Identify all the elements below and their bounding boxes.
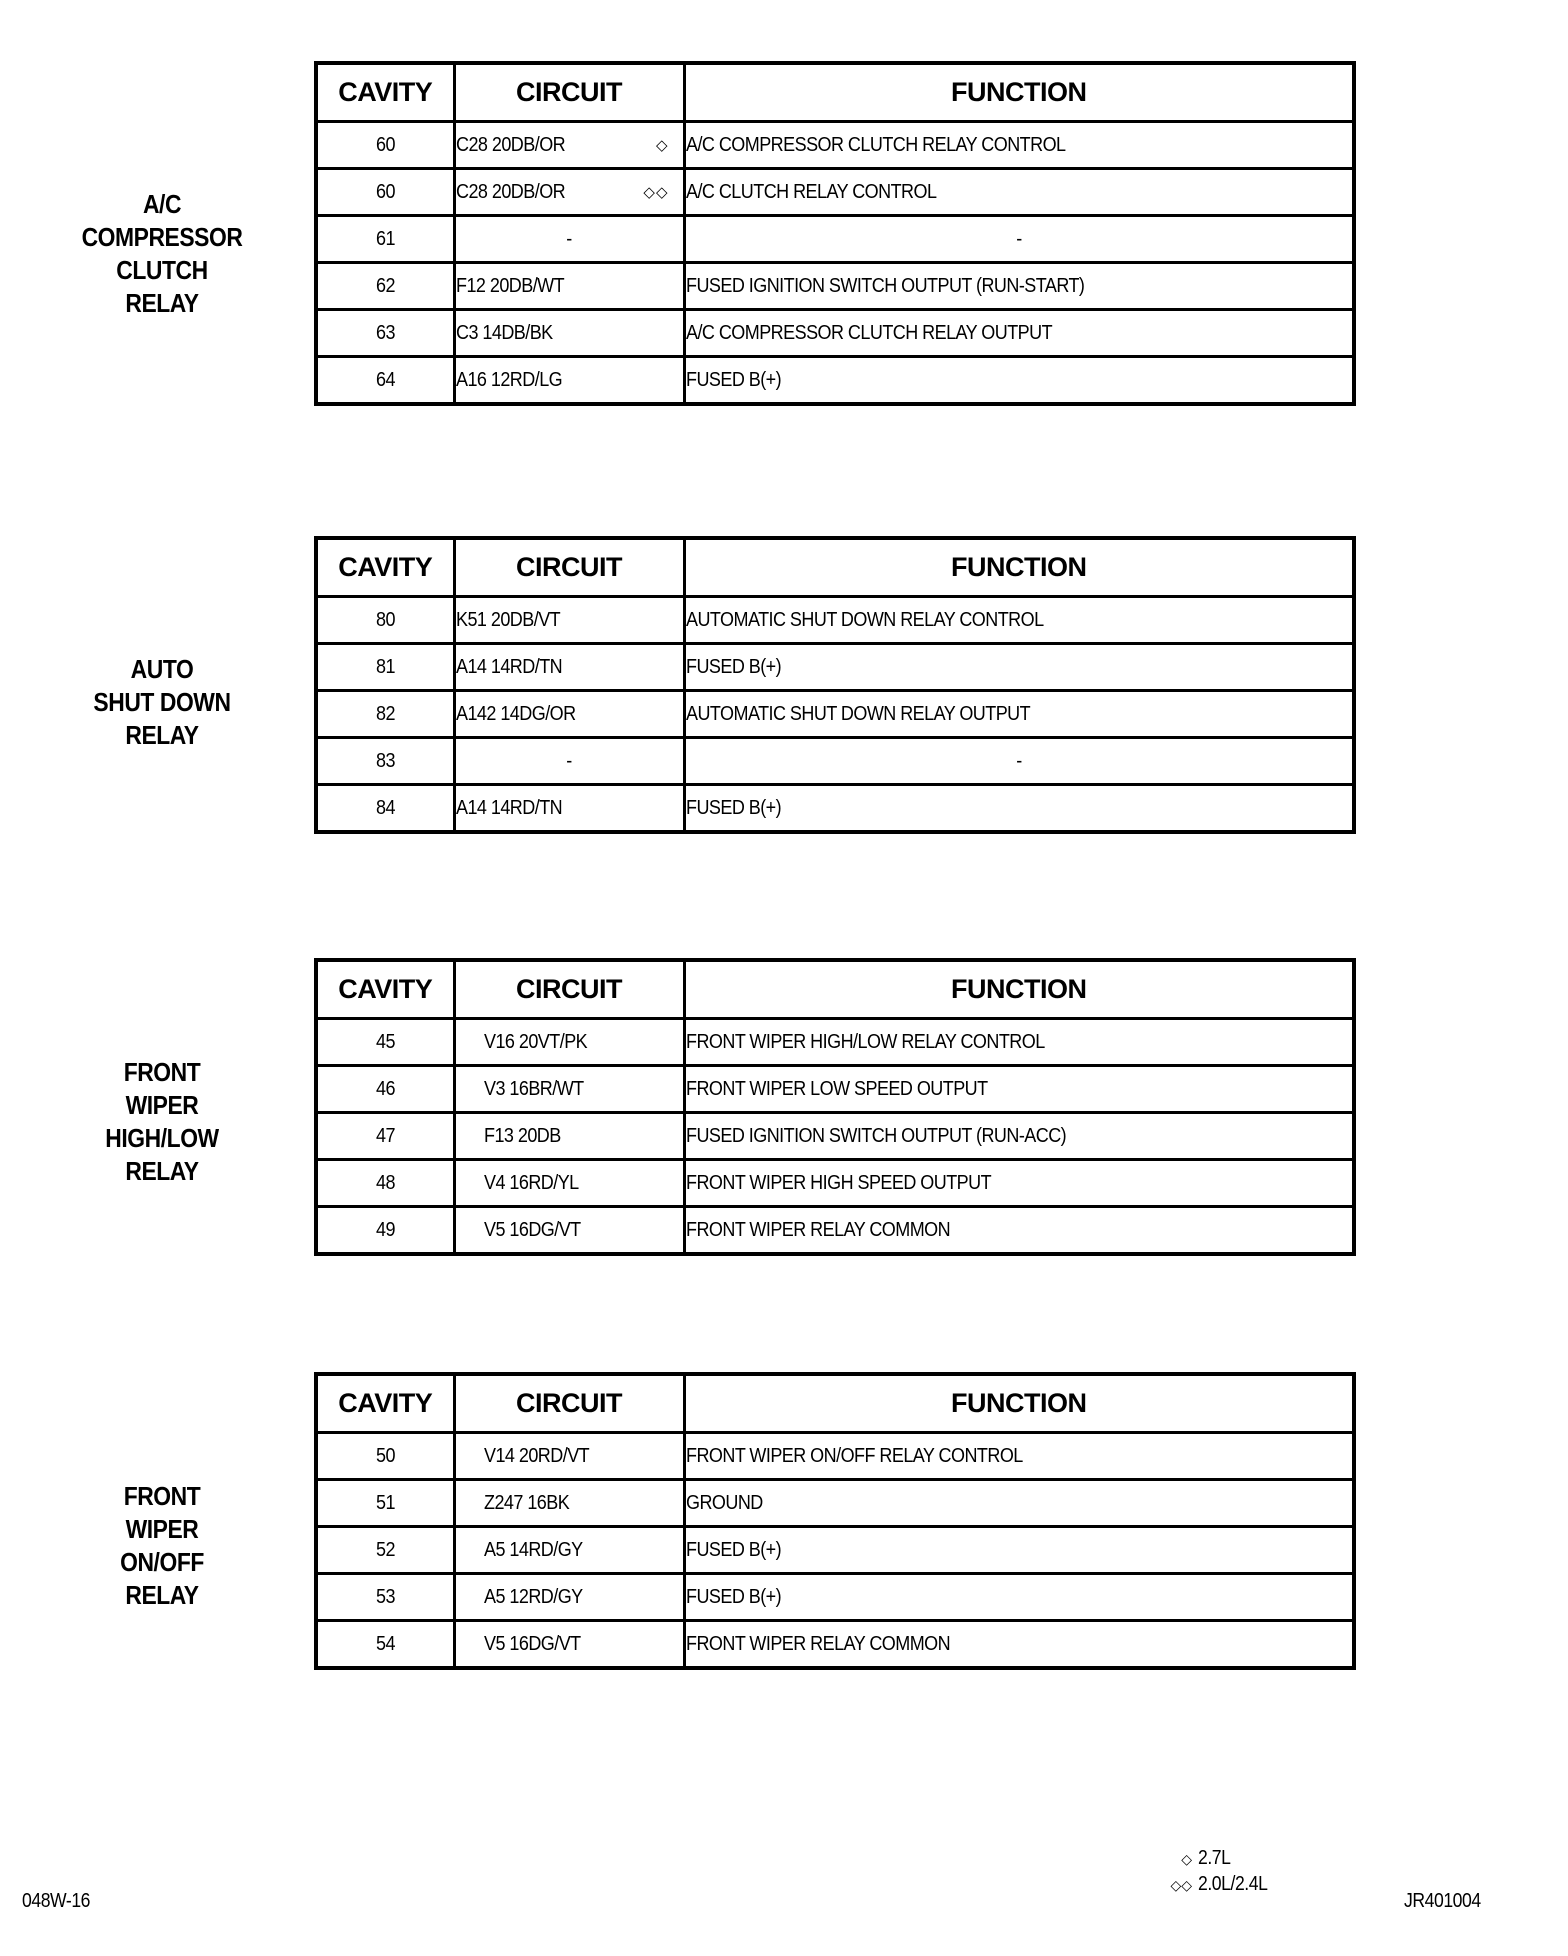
double-diamond-icon: ◇◇	[1170, 1877, 1192, 1893]
cavity-value: 50	[375, 1444, 395, 1467]
circuit-cell	[454, 1066, 684, 1113]
cavity-value: 46	[375, 1077, 395, 1100]
function-cell	[684, 597, 1354, 644]
engine-marker-icon: ◇◇	[643, 184, 669, 201]
table-row	[316, 1207, 1354, 1255]
circuit-cell	[454, 216, 684, 263]
function-value: -	[1016, 749, 1022, 772]
cavity-cell	[316, 122, 454, 169]
cavity-cell	[316, 1113, 454, 1160]
circuit-cell	[454, 1621, 684, 1669]
table-row	[316, 1433, 1354, 1480]
circuit-value: A5 14RD/GY	[483, 1538, 583, 1561]
cavity-cell	[316, 1621, 454, 1669]
circuit-cell	[454, 1207, 684, 1255]
function-cell	[684, 1066, 1354, 1113]
circuit-value: V14 20RD/VT	[483, 1444, 589, 1467]
cavity-value: 51	[375, 1491, 395, 1514]
header-circuit: CIRCUIT	[454, 63, 684, 122]
function-value: FRONT WIPER RELAY COMMON	[685, 1218, 950, 1241]
table-row	[316, 785, 1354, 833]
legend-text: 2.7L	[1198, 1847, 1231, 1869]
cavity-cell	[316, 644, 454, 691]
header-circuit: CIRCUIT	[454, 1374, 684, 1433]
function-cell	[684, 1527, 1354, 1574]
relay-label-line: COMPRESSOR	[81, 222, 243, 252]
legend-row	[1156, 1846, 1277, 1872]
function-cell	[684, 785, 1354, 833]
relay-label-front-wiper-on-off	[56, 1480, 267, 1612]
table-row	[316, 597, 1354, 644]
table-header-row	[316, 63, 1354, 122]
function-value: FRONT WIPER HIGH/LOW RELAY CONTROL	[685, 1030, 1045, 1053]
circuit-cell	[454, 738, 684, 785]
table-row	[316, 169, 1354, 216]
function-cell	[684, 738, 1354, 785]
function-cell	[684, 1207, 1354, 1255]
circuit-value: V5 16DG/VT	[483, 1218, 581, 1241]
function-value: FRONT WIPER LOW SPEED OUTPUT	[685, 1077, 988, 1100]
circuit-value: C28 20DB/OR	[455, 133, 565, 156]
relay-label-line: RELAY	[125, 1580, 199, 1610]
legend-row	[1156, 1872, 1277, 1898]
circuit-cell	[454, 1433, 684, 1480]
circuit-value: A16 12RD/LG	[455, 368, 562, 391]
cavity-value: 60	[375, 133, 395, 156]
function-cell	[684, 263, 1354, 310]
function-cell	[684, 216, 1354, 263]
circuit-value: -	[566, 227, 572, 250]
circuit-value: A142 14DG/OR	[455, 702, 576, 725]
relay-label-line: WIPER	[125, 1514, 199, 1544]
function-value: -	[1016, 227, 1022, 250]
header-function: FUNCTION	[684, 63, 1354, 122]
table-row	[316, 310, 1354, 357]
cavity-cell	[316, 310, 454, 357]
header-circuit: CIRCUIT	[454, 538, 684, 597]
function-value: AUTOMATIC SHUT DOWN RELAY CONTROL	[685, 608, 1044, 631]
cavity-value: 81	[375, 655, 395, 678]
cavity-cell	[316, 597, 454, 644]
function-cell	[684, 122, 1354, 169]
function-cell	[684, 1574, 1354, 1621]
table-row	[316, 122, 1354, 169]
table-row	[316, 1527, 1354, 1574]
table-row	[316, 1480, 1354, 1527]
cavity-cell	[316, 357, 454, 405]
circuit-value: A14 14RD/TN	[455, 655, 562, 678]
cavity-cell	[316, 1527, 454, 1574]
circuit-value: Z247 16BK	[483, 1491, 569, 1514]
relay-label-line: FRONT	[123, 1481, 201, 1511]
circuit-value: F13 20DB	[483, 1124, 561, 1147]
table-row	[316, 1113, 1354, 1160]
table-header-row	[316, 960, 1354, 1019]
relay-label-line: HIGH/LOW	[105, 1123, 219, 1153]
function-value: FUSED B(+)	[685, 368, 781, 391]
relay-label-line: WIPER	[125, 1090, 199, 1120]
function-cell	[684, 1433, 1354, 1480]
function-value: FUSED IGNITION SWITCH OUTPUT (RUN-ACC)	[685, 1124, 1066, 1147]
function-value: GROUND	[685, 1491, 763, 1514]
cavity-cell	[316, 738, 454, 785]
cavity-value: 63	[375, 321, 395, 344]
diamond-icon: ◇	[1181, 1851, 1192, 1867]
header-cavity: CAVITY	[316, 1374, 454, 1433]
relay-label-line: A/C	[142, 189, 182, 219]
circuit-value: V3 16BR/WT	[483, 1077, 584, 1100]
cavity-value: 45	[375, 1030, 395, 1053]
circuit-cell	[454, 357, 684, 405]
cavity-value: 52	[375, 1538, 395, 1561]
table-row	[316, 644, 1354, 691]
circuit-cell	[454, 1019, 684, 1066]
legend-text: 2.0L/2.4L	[1198, 1873, 1268, 1895]
header-cavity: CAVITY	[316, 538, 454, 597]
relay-label-front-wiper-high-low	[56, 1056, 267, 1188]
cavity-value: 82	[375, 702, 395, 725]
cavity-value: 49	[375, 1218, 395, 1241]
function-cell	[684, 357, 1354, 405]
function-cell	[684, 169, 1354, 216]
circuit-value: C3 14DB/BK	[455, 321, 553, 344]
cavity-value: 64	[375, 368, 395, 391]
cavity-value: 48	[375, 1171, 395, 1194]
function-value: AUTOMATIC SHUT DOWN RELAY OUTPUT	[685, 702, 1030, 725]
cavity-cell	[316, 691, 454, 738]
cavity-cell	[316, 1433, 454, 1480]
cavity-value: 62	[375, 274, 395, 297]
cavity-cell	[316, 1207, 454, 1255]
relay-label-line: RELAY	[125, 288, 199, 318]
circuit-cell	[454, 122, 684, 169]
header-function: FUNCTION	[684, 538, 1354, 597]
cavity-value: 60	[375, 180, 395, 203]
circuit-cell	[454, 310, 684, 357]
cavity-value: 83	[375, 749, 395, 772]
circuit-value: V4 16RD/YL	[483, 1171, 579, 1194]
function-cell	[684, 644, 1354, 691]
function-value: FUSED B(+)	[685, 1585, 781, 1608]
relay-label-line: FRONT	[123, 1057, 201, 1087]
circuit-cell	[454, 597, 684, 644]
function-cell	[684, 310, 1354, 357]
function-cell	[684, 691, 1354, 738]
cavity-value: 53	[375, 1585, 395, 1608]
table-row	[316, 691, 1354, 738]
table-header-row	[316, 1374, 1354, 1433]
header-circuit: CIRCUIT	[454, 960, 684, 1019]
cavity-value: 47	[375, 1124, 395, 1147]
relay-label-line: ON/OFF	[120, 1547, 204, 1577]
circuit-cell	[454, 1480, 684, 1527]
circuit-cell	[454, 169, 684, 216]
cavity-cell	[316, 1066, 454, 1113]
relay-label-line: SHUT DOWN	[93, 687, 231, 717]
engine-legend	[1156, 1846, 1277, 1898]
circuit-value: F12 20DB/WT	[455, 274, 564, 297]
header-function: FUNCTION	[684, 960, 1354, 1019]
function-value: A/C COMPRESSOR CLUTCH RELAY CONTROL	[685, 133, 1066, 156]
table-header-row	[316, 538, 1354, 597]
relay-label-auto-shut-down	[56, 653, 267, 752]
circuit-value: V5 16DG/VT	[483, 1632, 581, 1655]
engine-marker-icon: ◇	[655, 137, 669, 154]
cavity-cell	[316, 216, 454, 263]
cavity-value: 84	[375, 796, 395, 819]
circuit-cell	[454, 1160, 684, 1207]
circuit-cell	[454, 263, 684, 310]
circuit-value: -	[566, 749, 572, 772]
circuit-cell	[454, 691, 684, 738]
cavity-cell	[316, 1019, 454, 1066]
table-row	[316, 1574, 1354, 1621]
table-row	[316, 1160, 1354, 1207]
function-cell	[684, 1019, 1354, 1066]
pin-table-ac-compressor-clutch-relay	[314, 61, 1356, 406]
function-value: FUSED IGNITION SWITCH OUTPUT (RUN-START)	[685, 274, 1084, 297]
function-value: FUSED B(+)	[685, 655, 781, 678]
cavity-cell	[316, 785, 454, 833]
table-row	[316, 1066, 1354, 1113]
relay-label-line: RELAY	[125, 1156, 199, 1186]
cavity-cell	[316, 1574, 454, 1621]
circuit-cell	[454, 785, 684, 833]
circuit-value: A5 12RD/GY	[483, 1585, 583, 1608]
circuit-cell	[454, 1527, 684, 1574]
table-row	[316, 1621, 1354, 1669]
circuit-value: C28 20DB/OR	[455, 180, 565, 203]
relay-label-line: AUTO	[130, 654, 194, 684]
relay-label-line: CLUTCH	[116, 255, 208, 285]
pin-table-front-wiper-high-low-relay	[314, 958, 1356, 1256]
cavity-cell	[316, 1160, 454, 1207]
function-value: FRONT WIPER RELAY COMMON	[685, 1632, 950, 1655]
function-cell	[684, 1160, 1354, 1207]
cavity-value: 61	[375, 227, 395, 250]
cavity-value: 80	[375, 608, 395, 631]
function-cell	[684, 1480, 1354, 1527]
pin-table-auto-shut-down-relay	[314, 536, 1356, 834]
cavity-cell	[316, 1480, 454, 1527]
circuit-cell	[454, 644, 684, 691]
circuit-value: V16 20VT/PK	[483, 1030, 587, 1053]
function-value: FRONT WIPER ON/OFF RELAY CONTROL	[685, 1444, 1023, 1467]
function-value: FRONT WIPER HIGH SPEED OUTPUT	[685, 1171, 991, 1194]
cavity-value: 54	[375, 1632, 395, 1655]
function-cell	[684, 1113, 1354, 1160]
footer-figure-code: 048W-16	[22, 1890, 91, 1912]
header-cavity: CAVITY	[316, 960, 454, 1019]
function-cell	[684, 1621, 1354, 1669]
function-value: A/C COMPRESSOR CLUTCH RELAY OUTPUT	[685, 321, 1052, 344]
header-cavity: CAVITY	[316, 63, 454, 122]
relay-label-line: RELAY	[125, 720, 199, 750]
relay-label-ac-compressor-clutch	[56, 188, 267, 320]
function-value: FUSED B(+)	[685, 1538, 781, 1561]
table-row	[316, 216, 1354, 263]
cavity-cell	[316, 263, 454, 310]
table-row	[316, 738, 1354, 785]
circuit-value: A14 14RD/TN	[455, 796, 562, 819]
table-row	[316, 1019, 1354, 1066]
circuit-cell	[454, 1113, 684, 1160]
footer-document-code: JR401004	[1404, 1890, 1481, 1912]
function-value: FUSED B(+)	[685, 796, 781, 819]
function-value: A/C CLUTCH RELAY CONTROL	[685, 180, 936, 203]
table-row	[316, 357, 1354, 405]
pin-table-front-wiper-on-off-relay	[314, 1372, 1356, 1670]
circuit-cell	[454, 1574, 684, 1621]
table-row	[316, 263, 1354, 310]
cavity-cell	[316, 169, 454, 216]
circuit-value: K51 20DB/VT	[455, 608, 560, 631]
header-function: FUNCTION	[684, 1374, 1354, 1433]
